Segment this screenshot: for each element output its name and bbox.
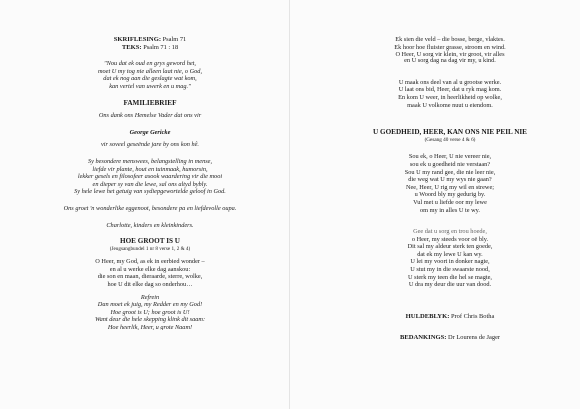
hymn-line: O Heer, U sorg vir klein, vir groot, vir alles: [395, 51, 505, 58]
hymn-line: U lei my voort in donker nagte,: [410, 258, 490, 266]
hymn-line: O Heer, my God, as ek in eerbied wonder –: [95, 258, 205, 266]
hymn-line: Ek hoor hoe fluister grasse, stroom en wind.: [394, 43, 506, 51]
hymn-line: Nee, Heer, U rig my wil en strewe;: [405, 183, 495, 191]
hymn-line: Dit sal my aldeur sterk ten goede,: [407, 243, 493, 251]
tribute-line: lekker gesels en filosofeer asook waardering vir die mooi: [77, 173, 223, 181]
tribute-line: en dieper sy van die lewe, sal ons altyd bybly.: [92, 180, 208, 188]
hymn-line: Ek sien die veld – die bosse, berge, vlaktes.: [395, 36, 505, 43]
hymn-line: u Woord bly my gedurig by.: [414, 191, 486, 199]
refrain-label: Refrein: [140, 293, 160, 301]
hymn-line: die son en maan, dieraarde, sterre, wolke,: [97, 273, 203, 281]
hymn-title: HOE GROOT IS U: [120, 237, 180, 246]
family-thanks: Ons dank ons Hemelse Vader dat ons vir: [98, 112, 202, 120]
family-signature: Charlotte, kinders en kleinkinders.: [106, 221, 194, 229]
hymn-line: Vul met u liefde oor my lewe: [413, 198, 487, 206]
refrain-line: Want deur die hele skepping klink dit saam:: [94, 316, 206, 324]
refrain-line: Hoe groot is U; hoe groot is U!: [110, 308, 190, 316]
family-letter-title: FAMILIEBRIEF: [123, 98, 177, 107]
hymn-line: die weg wat U my wys nie gaan?: [408, 176, 492, 184]
hymn-line: U sterk my teen die hel se magte,: [408, 273, 492, 281]
quote-line: kan vertel van uwerk en u mag.": [109, 82, 191, 90]
hymn-line: En kom U weer, in heerlikheid op wolke,: [398, 93, 502, 101]
right-page: [340, 0, 560, 342]
hymn-line: dat ek my lewe U kan wy.: [417, 250, 483, 258]
page-fold: [289, 0, 290, 409]
hymn-line: Gee dat u sorg en trou hoede,: [413, 228, 487, 236]
hymn-source: (Gesang 40 verse 4 & 6): [424, 136, 476, 143]
hymn-line: U maak ons deel van al u grootse werke.: [398, 78, 502, 86]
tribute-line: Sy hele lewe het getuig van sydiepgewortelde geloof in God.: [74, 188, 226, 196]
tribute-credit: HULDEBLYK: Prof Chris Botha: [405, 312, 495, 320]
family-spouse: Ons groet 'n wonderlike eggenoot, besondere pa en liefdevolle oupa.: [63, 204, 237, 212]
hymn-verse-final: [340, 79, 560, 109]
refrain-line: Hoe heerlik, Heer, u grote Naam!: [107, 324, 193, 331]
deceased-name: George Gericke: [129, 128, 171, 136]
refrain-line: Dan moet ek juig, my Redder en my God!: [97, 301, 203, 309]
hymn-line: en al u werke elke dag aanskou:: [109, 265, 191, 273]
hymn-line: U dra my deur die uur van dood.: [408, 281, 492, 289]
hymn-line: maak U volkome nuut u eiendom.: [407, 101, 493, 109]
hymn-line: Sou ek, o Heer, U nie vereer nie,: [408, 153, 492, 161]
quote-block: [50, 60, 250, 90]
thanks-credit: BEDANKINGS: Dr Lourens de Jager: [399, 334, 501, 342]
hymn-verse: [50, 258, 250, 288]
hymn-source: (Jeugsangbundel 1 nr 8 verse 1, 2 & 4): [109, 245, 191, 252]
hymn-line: hoe U dit elke dag so onderhou…: [107, 281, 193, 289]
family-years: vir soveel geseënde jare by ons kon hê.: [100, 141, 200, 149]
quote-line: "Nou dat ek oud en grys geword het,: [104, 60, 196, 68]
left-page: [50, 0, 250, 330]
tribute-line: liefde vir plante, hout en tuinmaak, humorsin,: [92, 165, 208, 173]
quote-line: moet U my tog nie alleen laat nie, o God,: [97, 67, 203, 75]
hymn-line: U laat ons bid, Heer, dat u ryk mag kom.: [398, 86, 502, 94]
hymn-line: om my in alles U te wy.: [420, 206, 480, 214]
scripture-reading: SKRIFLESING: Psalm 71: [113, 36, 187, 43]
quote-line: dat ek nog aan die geslagte wat kom,: [103, 75, 197, 83]
hymn-line: o Heer, my steeds voor oë bly.: [411, 235, 489, 243]
hymn-verse-continued: [340, 36, 560, 65]
hymn-line: en U sorg dag na dag vir my, u kind.: [404, 57, 496, 65]
hymn-title: U GOEDHEID, HEER, KAN ONS NIE PEIL NIE: [373, 128, 527, 137]
sermon-text: TEKS: Psalm 71 : 18: [121, 43, 179, 51]
hymn-line: sou ek u goedheid nie verstaan?: [409, 160, 491, 168]
hymn-line: Sou U my rand gee, die nie leer nie,: [404, 168, 496, 176]
hymn-line: U stut my in die swaarste nood,: [410, 266, 490, 274]
hymn-verse: [340, 153, 560, 214]
family-tribute: [50, 158, 250, 196]
refrain: [50, 301, 250, 330]
tribute-line: Sy besondere menswees, belangstelling in mense,: [87, 157, 213, 165]
hymn-verse: [340, 228, 560, 289]
